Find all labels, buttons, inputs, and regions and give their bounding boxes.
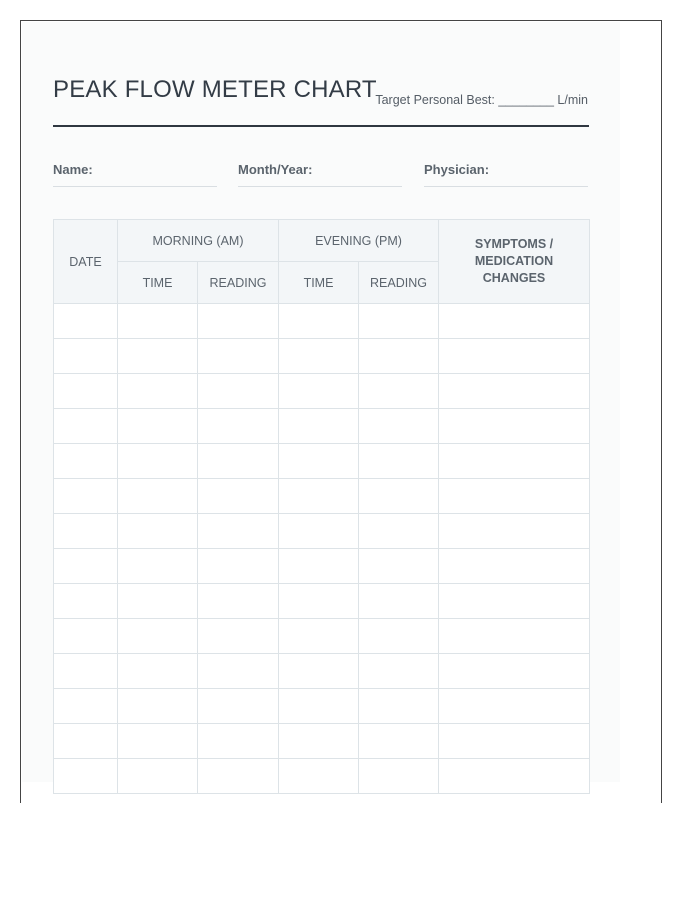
evening-reading-cell[interactable] (359, 619, 439, 654)
morning-time-cell[interactable] (118, 584, 198, 619)
peak-flow-log-table (53, 219, 590, 794)
evening-time-cell[interactable] (279, 304, 359, 339)
date-cell[interactable] (54, 654, 118, 689)
morning-reading-cell[interactable] (198, 689, 279, 724)
morning-time-cell[interactable] (118, 724, 198, 759)
name-field[interactable] (53, 162, 217, 187)
morning-reading-cell[interactable] (198, 374, 279, 409)
symptoms-cell[interactable] (439, 759, 590, 794)
table-row (54, 689, 590, 724)
evening-time-cell[interactable] (279, 619, 359, 654)
evening-time-cell[interactable] (279, 654, 359, 689)
date-cell[interactable] (54, 409, 118, 444)
date-cell[interactable] (54, 304, 118, 339)
symptoms-cell[interactable] (439, 689, 590, 724)
name-label: Name: (53, 162, 93, 177)
evening-reading-cell[interactable] (359, 304, 439, 339)
month-year-label: Month/Year: (238, 162, 313, 177)
evening-reading-cell[interactable] (359, 409, 439, 444)
table-row (54, 654, 590, 689)
table-row (54, 619, 590, 654)
evening-reading-cell[interactable] (359, 584, 439, 619)
target-personal-best: Target Personal Best: ________ L/min (375, 93, 588, 107)
date-header: DATE (54, 220, 118, 304)
morning-time-cell[interactable] (118, 374, 198, 409)
physician-label: Physician: (424, 162, 490, 177)
morning-reading-header: READING (198, 262, 279, 304)
symptoms-cell[interactable] (439, 304, 590, 339)
table-row (54, 584, 590, 619)
symptoms-cell[interactable] (439, 374, 590, 409)
evening-time-cell[interactable] (279, 374, 359, 409)
evening-reading-cell[interactable] (359, 374, 439, 409)
morning-time-cell[interactable] (118, 479, 198, 514)
date-cell[interactable] (54, 619, 118, 654)
table-row (54, 374, 590, 409)
morning-time-cell[interactable] (118, 759, 198, 794)
table-row (54, 409, 590, 444)
morning-time-cell[interactable] (118, 409, 198, 444)
morning-reading-cell[interactable] (198, 759, 279, 794)
evening-reading-cell[interactable] (359, 759, 439, 794)
symptoms-cell[interactable] (439, 479, 590, 514)
morning-reading-cell[interactable] (198, 619, 279, 654)
date-cell[interactable] (54, 374, 118, 409)
morning-reading-cell[interactable] (198, 514, 279, 549)
table-row (54, 724, 590, 759)
table-row (54, 339, 590, 374)
table-row (54, 304, 590, 339)
date-cell[interactable] (54, 584, 118, 619)
morning-time-cell[interactable] (118, 654, 198, 689)
morning-time-cell[interactable] (118, 444, 198, 479)
evening-time-cell[interactable] (279, 724, 359, 759)
table-row (54, 549, 590, 584)
table-row (54, 759, 590, 794)
evening-time-header: TIME (279, 262, 359, 304)
morning-time-cell[interactable] (118, 619, 198, 654)
morning-reading-cell[interactable] (198, 409, 279, 444)
morning-time-header: TIME (118, 262, 198, 304)
symptoms-cell[interactable] (439, 339, 590, 374)
symptoms-cell[interactable] (439, 584, 590, 619)
evening-time-cell[interactable] (279, 689, 359, 724)
table-row (54, 479, 590, 514)
morning-reading-cell[interactable] (198, 654, 279, 689)
morning-reading-cell[interactable] (198, 549, 279, 584)
morning-reading-cell[interactable] (198, 339, 279, 374)
morning-time-cell[interactable] (118, 689, 198, 724)
symptoms-cell[interactable] (439, 724, 590, 759)
morning-reading-cell[interactable] (198, 479, 279, 514)
evening-reading-cell[interactable] (359, 724, 439, 759)
symptoms-cell[interactable] (439, 654, 590, 689)
morning-reading-cell[interactable] (198, 584, 279, 619)
date-cell[interactable] (54, 759, 118, 794)
physician-field[interactable] (424, 162, 588, 187)
date-cell[interactable] (54, 339, 118, 374)
evening-time-cell[interactable] (279, 339, 359, 374)
morning-time-cell[interactable] (118, 339, 198, 374)
symptoms-cell[interactable] (439, 619, 590, 654)
evening-time-cell[interactable] (279, 584, 359, 619)
evening-time-cell[interactable] (279, 549, 359, 584)
date-cell[interactable] (54, 689, 118, 724)
morning-reading-cell[interactable] (198, 304, 279, 339)
date-cell[interactable] (54, 724, 118, 759)
symptoms-cell[interactable] (439, 444, 590, 479)
evening-reading-cell[interactable] (359, 444, 439, 479)
symptoms-cell[interactable] (439, 409, 590, 444)
morning-reading-cell[interactable] (198, 444, 279, 479)
symptoms-cell[interactable] (439, 514, 590, 549)
symptoms-header: SYMPTOMS / MEDICATION CHANGES (439, 220, 590, 304)
morning-header: MORNING (AM) (118, 220, 279, 262)
evening-reading-cell[interactable] (359, 689, 439, 724)
evening-time-cell[interactable] (279, 409, 359, 444)
date-cell[interactable] (54, 444, 118, 479)
morning-time-cell[interactable] (118, 304, 198, 339)
morning-time-cell[interactable] (118, 514, 198, 549)
evening-time-cell[interactable] (279, 759, 359, 794)
chart-card (22, 22, 620, 782)
evening-time-cell[interactable] (279, 444, 359, 479)
table-row (54, 514, 590, 549)
evening-reading-cell[interactable] (359, 479, 439, 514)
date-cell[interactable] (54, 549, 118, 584)
title-divider (53, 125, 589, 127)
evening-time-cell[interactable] (279, 514, 359, 549)
table-row (54, 444, 590, 479)
date-cell[interactable] (54, 479, 118, 514)
symptoms-cell[interactable] (439, 549, 590, 584)
evening-reading-cell[interactable] (359, 654, 439, 689)
evening-reading-cell[interactable] (359, 549, 439, 584)
morning-reading-cell[interactable] (198, 724, 279, 759)
date-cell[interactable] (54, 514, 118, 549)
morning-time-cell[interactable] (118, 549, 198, 584)
evening-time-cell[interactable] (279, 479, 359, 514)
evening-header: EVENING (PM) (279, 220, 439, 262)
page-title: PEAK FLOW METER CHART (53, 76, 377, 103)
evening-reading-cell[interactable] (359, 514, 439, 549)
month-year-field[interactable] (238, 162, 402, 187)
evening-reading-header: READING (359, 262, 439, 304)
evening-reading-cell[interactable] (359, 339, 439, 374)
log-body (54, 304, 590, 794)
